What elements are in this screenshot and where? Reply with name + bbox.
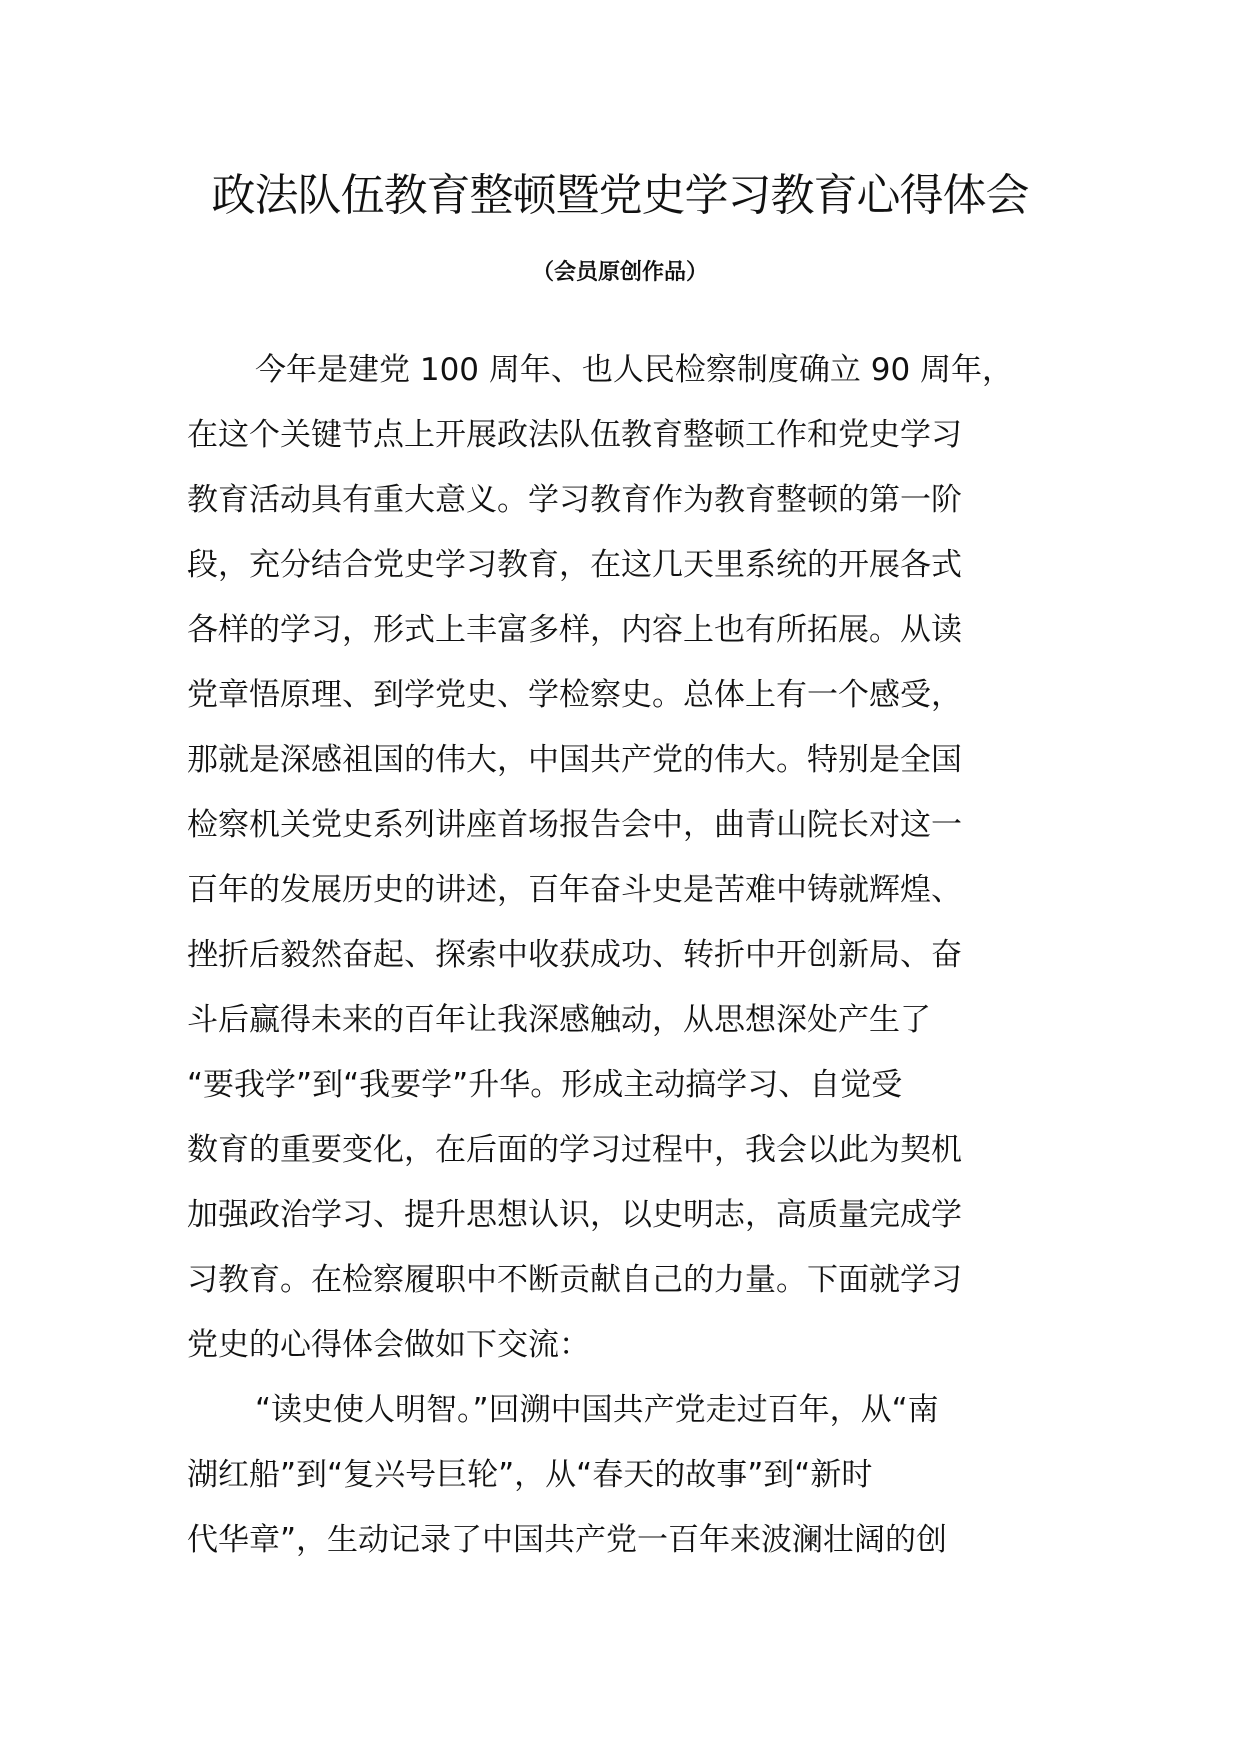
text-line: 数育的重要变化，在后面的学习过程中，我会以此为契机: [187, 1132, 962, 1168]
text-line: 加强政治学习、提升思想认识，以史明志，高质量完成学: [187, 1197, 962, 1233]
text-line: “要我学”到“我要学”升华。形成主动搞学习、自觉受: [187, 1067, 903, 1103]
document-subtitle: （会员原创作品）: [531, 260, 708, 285]
text-line: 斗后赢得未来的百年让我深感触动，从思想深处产生了: [187, 1002, 931, 1038]
text-line: 检察机关党史系列讲座首场报告会中，曲青山院长对这一: [187, 807, 962, 843]
text-line: 党史的心得体会做如下交流：: [187, 1327, 590, 1363]
paragraph-2: [187, 1378, 1067, 1573]
text-line: 各样的学习，形式上丰富多样，内容上也有所拓展。从读: [187, 612, 962, 648]
text-line: 那就是深感祖国的伟大，中国共产党的伟大。特别是全国: [187, 742, 962, 778]
text-line: 挫折后毅然奋起、探索中收获成功、转折中开创新局、奋: [187, 937, 962, 973]
text-line: 段，充分结合党史学习教育，在这几天里系统的开展各式: [187, 547, 962, 583]
document-title: 政法队伍教育整顿暨党史学习教育心得体会: [211, 170, 1029, 221]
text-line: 今年是建党 100 周年、也人民检察制度确立 90 周年，: [255, 352, 1014, 388]
text-line: “读史使人明智。”回溯中国共产党走过百年，从“南: [255, 1392, 939, 1428]
text-line: 习教育。在检察履职中不断贡献自己的力量。下面就学习: [187, 1262, 962, 1298]
text-line: 百年的发展历史的讲述，百年奋斗史是苦难中铸就辉煌、: [187, 872, 962, 908]
text-line: 湖红船”到“复兴号巨轮”，从“春天的故事”到“新时: [187, 1457, 873, 1493]
text-line: 代华章”，生动记录了中国共产党一百年来波澜壮阔的创: [187, 1522, 948, 1558]
text-line: 党章悟原理、到学党史、学检察史。总体上有一个感受，: [187, 677, 962, 713]
document-body: [187, 338, 1067, 1573]
text-line: 在这个关键节点上开展政法队伍教育整顿工作和党史学习: [187, 417, 962, 453]
text-line: 教育活动具有重大意义。学习教育作为教育整顿的第一阶: [187, 482, 962, 518]
paragraph-1: [187, 338, 1067, 1378]
